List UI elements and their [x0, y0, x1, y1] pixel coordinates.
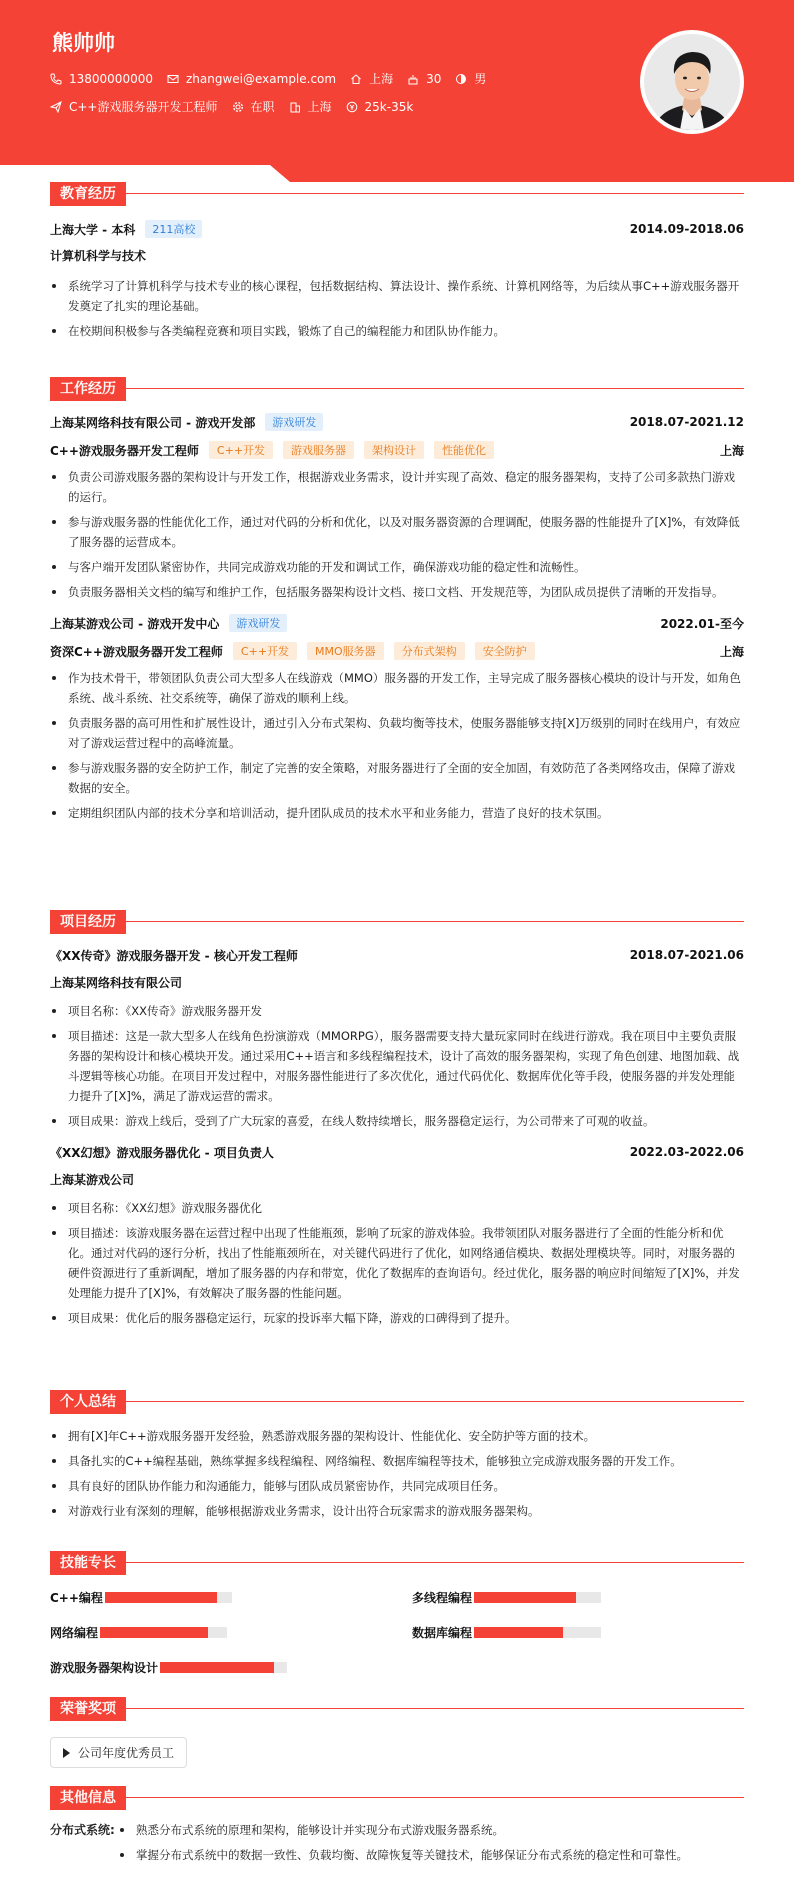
project-entry — [50, 1143, 744, 1328]
company-name: 上海某网络科技有限公司 - 游戏开发部 — [50, 415, 256, 430]
other-section — [50, 1786, 744, 1870]
list-item: 定期组织团队内部的技术分享和培训活动，提升团队成员的技术水平和业务能力，营造了良好的技术氛围。 — [50, 803, 744, 823]
status-item — [232, 98, 275, 115]
summary-title — [50, 1390, 744, 1414]
age-item — [407, 72, 441, 86]
skill-item — [412, 1589, 744, 1606]
mail-icon — [167, 73, 179, 85]
list-item: 项目描述：这是一款大型多人在线角色扮演游戏（MMORPG），服务器需要支持大量玩家同时在线进行游戏。我在项目中主要负责服务器的架构设计和核心模块开发。通过采用C++语言和多线程编程技术，设计了高效的服务器架构，实现了角色创建、地图加载、战斗逻辑等核心功能。在项目开发过程中，对服务器性能进行了多次优化，通过代码优化、数据库优化等手段，使服务器的并发处理能力提升了[X]%，满足了游戏运营的需求。 — [50, 1026, 744, 1106]
skill-tag: 游戏服务器 — [283, 441, 354, 459]
skill-tag: C++开发 — [209, 441, 273, 459]
project-head — [50, 1143, 744, 1161]
email-text[interactable]: zhangwei@example.com — [185, 71, 337, 86]
skill-bar-fill — [100, 1627, 208, 1638]
education-title — [50, 182, 744, 206]
job-head — [50, 413, 744, 431]
section-heading: 荣誉奖项 — [50, 1697, 126, 1721]
job-role: 资深C++游戏服务器开发工程师 — [50, 644, 223, 659]
project-entry — [50, 946, 744, 1131]
divider-line — [120, 193, 744, 194]
company-name: 上海某游戏公司 - 游戏开发中心 — [50, 616, 220, 631]
job-bullets — [50, 668, 744, 823]
skill-item — [50, 1624, 412, 1641]
projects-section — [50, 910, 744, 1333]
skill-label: C++编程 — [50, 1591, 103, 1605]
school-badge: 211高校 — [145, 220, 202, 238]
section-heading: 教育经历 — [50, 182, 126, 206]
list-item: 负责公司游戏服务器的架构设计与开发工作，根据游戏业务需求，设计并实现了高效、稳定的服务器架构，支持了公司多款热门游戏的运行。 — [50, 467, 744, 507]
job-bullets — [50, 467, 744, 602]
summary-bullets — [50, 1426, 744, 1521]
project-head — [50, 946, 744, 964]
education-section — [50, 182, 744, 346]
resume-header — [0, 0, 794, 182]
section-heading: 其他信息 — [50, 1786, 126, 1810]
location-text: 上海 — [369, 72, 394, 86]
job-role-row — [50, 642, 744, 660]
projects-title — [50, 910, 744, 934]
job-city: 上海 — [719, 644, 744, 659]
phone-icon — [50, 73, 62, 85]
skill-tag: 分布式架构 — [394, 642, 465, 660]
divider-line — [120, 388, 744, 389]
skill-tag: MMO服务器 — [307, 642, 384, 660]
list-item: 拥有[X]年C++游戏服务器开发经验，熟悉游戏服务器的架构设计、性能优化、安全防护等方面的技术。 — [50, 1426, 744, 1446]
candidate-name: 熊帅帅 — [52, 31, 115, 55]
skill-bar-fill — [160, 1662, 274, 1673]
skill-item — [50, 1659, 412, 1676]
education-date: 2014.09-2018.06 — [629, 222, 744, 236]
other-title — [50, 1786, 744, 1810]
project-date: 2018.07-2021.06 — [629, 948, 744, 962]
section-heading: 技能专长 — [50, 1551, 126, 1575]
divider-line — [120, 1797, 744, 1798]
project-company: 上海某游戏公司 — [50, 1173, 135, 1187]
send-icon — [50, 101, 62, 113]
age-text: 30 — [426, 71, 442, 86]
honors-section — [50, 1697, 744, 1768]
section-heading: 工作经历 — [50, 377, 126, 401]
skill-tag: C++开发 — [233, 642, 297, 660]
building-icon — [289, 101, 301, 113]
job-role: C++游戏服务器开发工程师 — [50, 443, 199, 458]
gender-text: 男 — [474, 72, 487, 86]
divider-line — [120, 1708, 744, 1709]
play-icon — [63, 1748, 70, 1758]
intent-position-item — [50, 98, 218, 115]
other-key: 分布式系统: — [50, 1823, 115, 1837]
job-city: 上海 — [719, 443, 744, 458]
project-name: 《XX幻想》游戏服务器优化 - 项目负责人 — [50, 1145, 274, 1160]
intent-position-text: C++游戏服务器开发工程师 — [69, 100, 218, 114]
list-item: 具备扎实的C++编程基础，熟练掌握多线程编程、网络编程、数据库编程等技术，能够独立完成游戏服务器的开发工作。 — [50, 1451, 744, 1471]
gear-icon — [232, 101, 244, 113]
skill-bar — [100, 1627, 227, 1638]
list-item: 负责服务器相关文档的编写和维护工作，包括服务器架构设计文档、接口文档、开发规范等，为团队成员提供了清晰的开发指导。 — [50, 582, 744, 602]
job-intent-row — [50, 98, 427, 115]
project-name: 《XX传奇》游戏服务器开发 - 核心开发工程师 — [50, 948, 298, 963]
summary-section — [50, 1390, 744, 1526]
school-name: 上海大学 - 本科 — [50, 222, 136, 237]
avatar-photo — [644, 34, 740, 130]
salary-text: 25k-35k — [364, 99, 414, 114]
list-item: 项目成果：游戏上线后，受到了广大玩家的喜爱，在线人数持续增长，服务器稳定运行，为公司带来了可观的收益。 — [50, 1111, 744, 1131]
money-icon — [346, 101, 358, 113]
other-bullets — [118, 1820, 744, 1870]
list-item: 项目名称：《XX幻想》游戏服务器优化 — [50, 1198, 744, 1218]
list-item: 对游戏行业有深刻的理解，能够根据游戏业务需求，设计出符合玩家需求的游戏服务器架构。 — [50, 1501, 744, 1521]
project-bullets — [50, 1001, 744, 1131]
project-company: 上海某网络科技有限公司 — [50, 976, 183, 990]
email-item — [167, 72, 336, 86]
skill-label: 多线程编程 — [412, 1591, 473, 1605]
list-item: 掌握分布式系统中的数据一致性、负载均衡、故障恢复等关键技术，能够保证分布式系统的稳定性和可靠性。 — [118, 1845, 744, 1865]
work-section — [50, 377, 744, 828]
award-item — [50, 1737, 187, 1768]
intent-city-item — [289, 98, 332, 115]
skill-bar — [105, 1592, 232, 1603]
project-bullets — [50, 1198, 744, 1328]
skills-grid — [50, 1589, 744, 1676]
phone-item — [50, 72, 153, 86]
cake-icon — [407, 73, 419, 85]
industry-badge: 游戏研发 — [229, 614, 287, 632]
education-bullets — [50, 276, 744, 341]
skill-item — [50, 1589, 412, 1606]
job-entry — [50, 413, 744, 602]
gender-icon — [455, 73, 467, 85]
skill-bar-fill — [105, 1592, 217, 1603]
list-item: 负责服务器的高可用性和扩展性设计，通过引入分布式架构、负载均衡等技术，使服务器能够支持[X]万级别的同时在线用户，有效应对了游戏运营过程中的高峰流量。 — [50, 713, 744, 753]
list-item: 在校期间积极参与各类编程竞赛和项目实践，锻炼了自己的编程能力和团队协作能力。 — [50, 321, 744, 341]
section-heading: 项目经历 — [50, 910, 126, 934]
skill-bar-fill — [474, 1592, 576, 1603]
skill-tag: 安全防护 — [475, 642, 535, 660]
skill-tag: 架构设计 — [364, 441, 424, 459]
list-item: 具有良好的团队协作能力和沟通能力，能够与团队成员紧密协作，共同完成项目任务。 — [50, 1476, 744, 1496]
skill-label: 游戏服务器架构设计 — [50, 1661, 159, 1675]
other-row — [50, 1820, 744, 1870]
skills-title — [50, 1551, 744, 1575]
honors-title — [50, 1697, 744, 1721]
job-date: 2018.07-2021.12 — [629, 415, 744, 429]
skill-bar — [474, 1627, 601, 1638]
project-date: 2022.03-2022.06 — [629, 1145, 744, 1159]
list-item: 参与游戏服务器的性能优化工作，通过对代码的分析和优化，以及对服务器资源的合理调配，使服务器的性能提升了[X]%，有效降低了服务器的运营成本。 — [50, 512, 744, 552]
salary-item — [346, 100, 414, 114]
skill-bar — [160, 1662, 287, 1673]
section-heading: 个人总结 — [50, 1390, 126, 1414]
job-role-row — [50, 441, 744, 459]
divider-line — [120, 1562, 744, 1563]
skill-tag: 性能优化 — [434, 441, 494, 459]
industry-badge: 游戏研发 — [265, 413, 323, 431]
home-icon — [350, 73, 362, 85]
list-item: 项目名称：《XX传奇》游戏服务器开发 — [50, 1001, 744, 1021]
avatar — [640, 30, 744, 134]
phone-text[interactable]: 13800000000 — [69, 71, 153, 86]
list-item: 参与游戏服务器的安全防护工作，制定了完善的安全策略，对服务器进行了全面的安全加固，有效防范了各类网络攻击，保障了游戏数据的安全。 — [50, 758, 744, 798]
work-title — [50, 377, 744, 401]
intent-city-text: 上海 — [307, 100, 332, 114]
skill-label: 网络编程 — [50, 1626, 99, 1640]
education-entry-head — [50, 220, 744, 238]
skill-bar-fill — [474, 1627, 563, 1638]
award-text: 公司年度优秀员工 — [78, 1746, 175, 1760]
list-item: 项目成果：优化后的服务器稳定运行，玩家的投诉率大幅下降，游戏的口碑得到了提升。 — [50, 1308, 744, 1328]
list-item: 熟悉分布式系统的原理和架构，能够设计并实现分布式游戏服务器系统。 — [118, 1820, 744, 1840]
skills-section — [50, 1551, 744, 1676]
job-date: 2022.01-至今 — [660, 616, 744, 631]
skill-label: 数据库编程 — [412, 1626, 473, 1640]
list-item: 与客户端开发团队紧密协作，共同完成游戏功能的开发和调试工作，确保游戏功能的稳定性和流畅性。 — [50, 557, 744, 577]
divider-line — [120, 921, 744, 922]
job-head — [50, 614, 744, 632]
list-item: 系统学习了计算机科学与技术专业的核心课程，包括数据结构、算法设计、操作系统、计算机网络等，为后续从事C++游戏服务器开发奠定了扎实的理论基础。 — [50, 276, 744, 316]
divider-line — [120, 1401, 744, 1402]
gender-item — [455, 70, 486, 87]
location-item — [350, 70, 393, 87]
job-entry — [50, 614, 744, 823]
contact-row — [50, 70, 500, 87]
list-item: 项目描述：该游戏服务器在运营过程中出现了性能瓶颈，影响了玩家的游戏体验。我带领团队对服务器进行了全面的性能分析和优化。通过对代码的逐行分析，找出了性能瓶颈所在，对关键代码进行了优化，如网络通信模块、数据处理模块等。同时，对服务器的硬件资源进行了重新调配，增加了服务器的内存和带宽，优化了数据库的查询语句。经过优化，服务器的响应时间缩短了[X]%，并发处理能力提升了[X]%，有效解决了服务器的性能问题。 — [50, 1223, 744, 1303]
status-text: 在职 — [250, 100, 275, 114]
list-item: 作为技术骨干，带领团队负责公司大型多人在线游戏（MMO）服务器的开发工作，主导完成了服务器核心模块的设计与开发，如角色系统、战斗系统、社交系统等，确保了游戏的顺利上线。 — [50, 668, 744, 708]
major-name: 计算机科学与技术 — [50, 249, 147, 263]
skill-item — [412, 1624, 744, 1641]
skill-bar — [474, 1592, 601, 1603]
